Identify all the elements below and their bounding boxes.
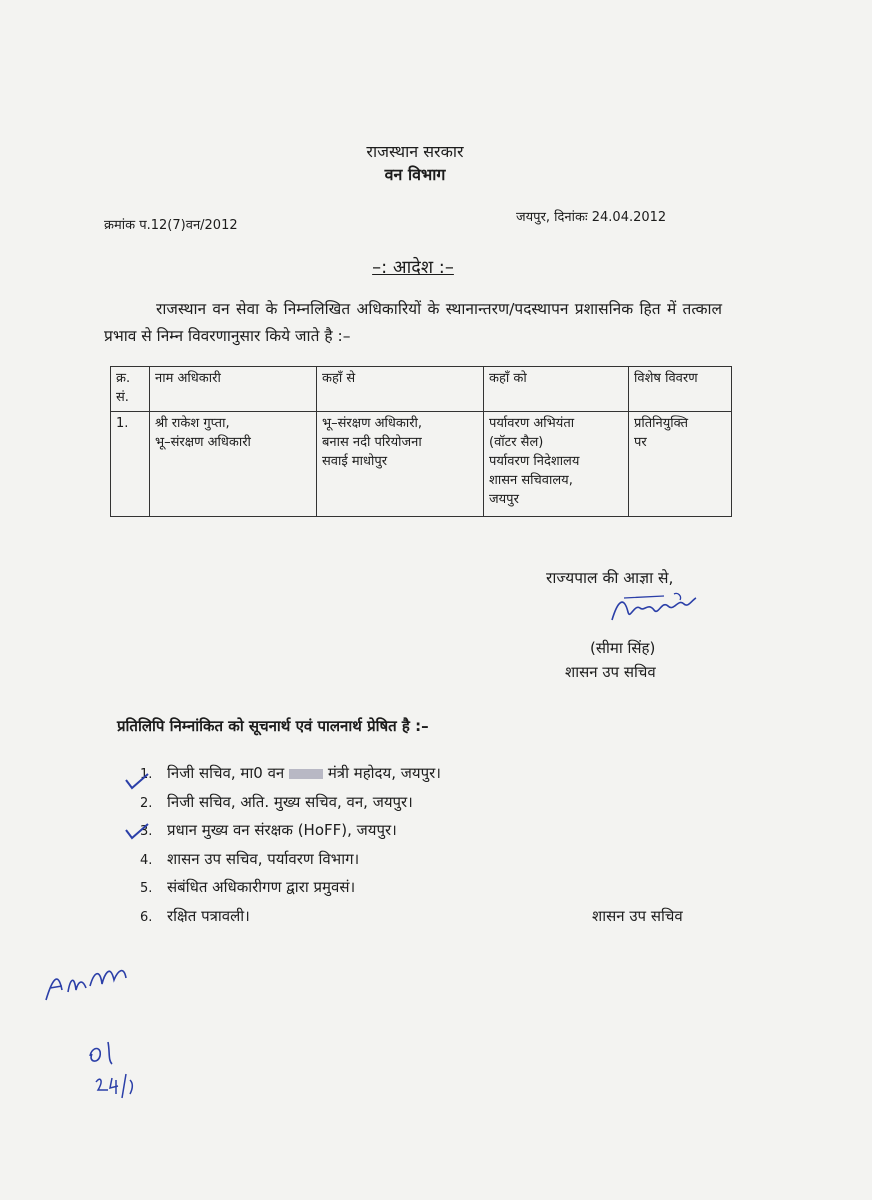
intro-paragraph: राजस्थान वन सेवा के निम्नलिखित अधिकारियों के स्थानान्तरण/पदस्थापन प्रशासनिक हित में तत्काल प्रभाव से निम्न विवरणानुसार किये जाते है :– bbox=[104, 300, 722, 345]
handwritten-margin-note bbox=[40, 950, 130, 1010]
col-header-from: कहाँ से bbox=[317, 367, 484, 412]
copy-heading: प्रतिलिपि निम्नांकित को सूचनार्थ एवं पालनार्थ प्रेषित है :– bbox=[117, 717, 429, 735]
check-mark-icon bbox=[124, 770, 150, 792]
check-mark-icon bbox=[124, 820, 150, 842]
col-header-remarks: विशेष विवरण bbox=[629, 367, 732, 412]
list-item: 2. निजी सचिव, अति. मुख्य सचिव, वन, जयपुर। bbox=[140, 792, 413, 811]
cell-to: पर्यावरण अभियंता (वॉटर सैल) पर्यावरण निदेशालय शासन सचिवालय, जयपुर bbox=[484, 412, 629, 517]
signatory-designation: शासन उप सचिव bbox=[565, 663, 656, 681]
list-item: 6. रक्षित पत्रावली। bbox=[140, 906, 250, 925]
reference-number: क्रमांक प.12(7)वन/2012 bbox=[104, 218, 238, 233]
signing-authority: राज्यपाल की आज्ञा से, bbox=[546, 569, 674, 587]
handwritten-signature bbox=[604, 590, 700, 630]
signatory-name: (सीमा सिंह) bbox=[590, 639, 656, 657]
government-name: राजस्थान सरकार bbox=[366, 142, 464, 161]
handwritten-initials bbox=[82, 1038, 142, 1104]
table-header-row bbox=[111, 367, 732, 412]
order-title: –: आदेश :– bbox=[372, 257, 454, 278]
cell-from: भू–संरक्षण अधिकारी, बनास नदी परियोजना सवाई माधोपुर bbox=[317, 412, 484, 517]
cell-remarks: प्रतिनियुक्ति पर bbox=[629, 412, 732, 517]
list-item: 3. प्रधान मुख्य वन संरक्षक (HoFF), जयपुर। bbox=[140, 821, 397, 839]
transfer-table bbox=[110, 366, 732, 517]
cell-name: श्री राकेश गुप्ता, भू–संरक्षण अधिकारी bbox=[150, 412, 317, 517]
col-header-sno: क्र. सं. bbox=[111, 367, 150, 412]
cell-sno: 1. bbox=[111, 412, 150, 517]
list-item: 1. निजी सचिव, मा0 वन मंत्री महोदय, जयपुर। bbox=[140, 764, 441, 782]
col-header-to: कहाँ को bbox=[484, 367, 629, 412]
redacted-text bbox=[289, 769, 323, 779]
col-header-name: नाम अधिकारी bbox=[150, 367, 317, 412]
copy-list bbox=[140, 760, 441, 931]
department-name: वन विभाग bbox=[384, 165, 446, 184]
list-item: 5. संबंधित अधिकारीगण द्वारा प्रमुवसं। bbox=[140, 878, 356, 896]
table-row bbox=[111, 412, 732, 517]
list-item: 4. शासन उप सचिव, पर्यावरण विभाग। bbox=[140, 849, 360, 868]
place-date: जयपुर, दिनांकः 24.04.2012 bbox=[516, 210, 667, 225]
footer-designation: शासन उप सचिव bbox=[592, 907, 683, 925]
